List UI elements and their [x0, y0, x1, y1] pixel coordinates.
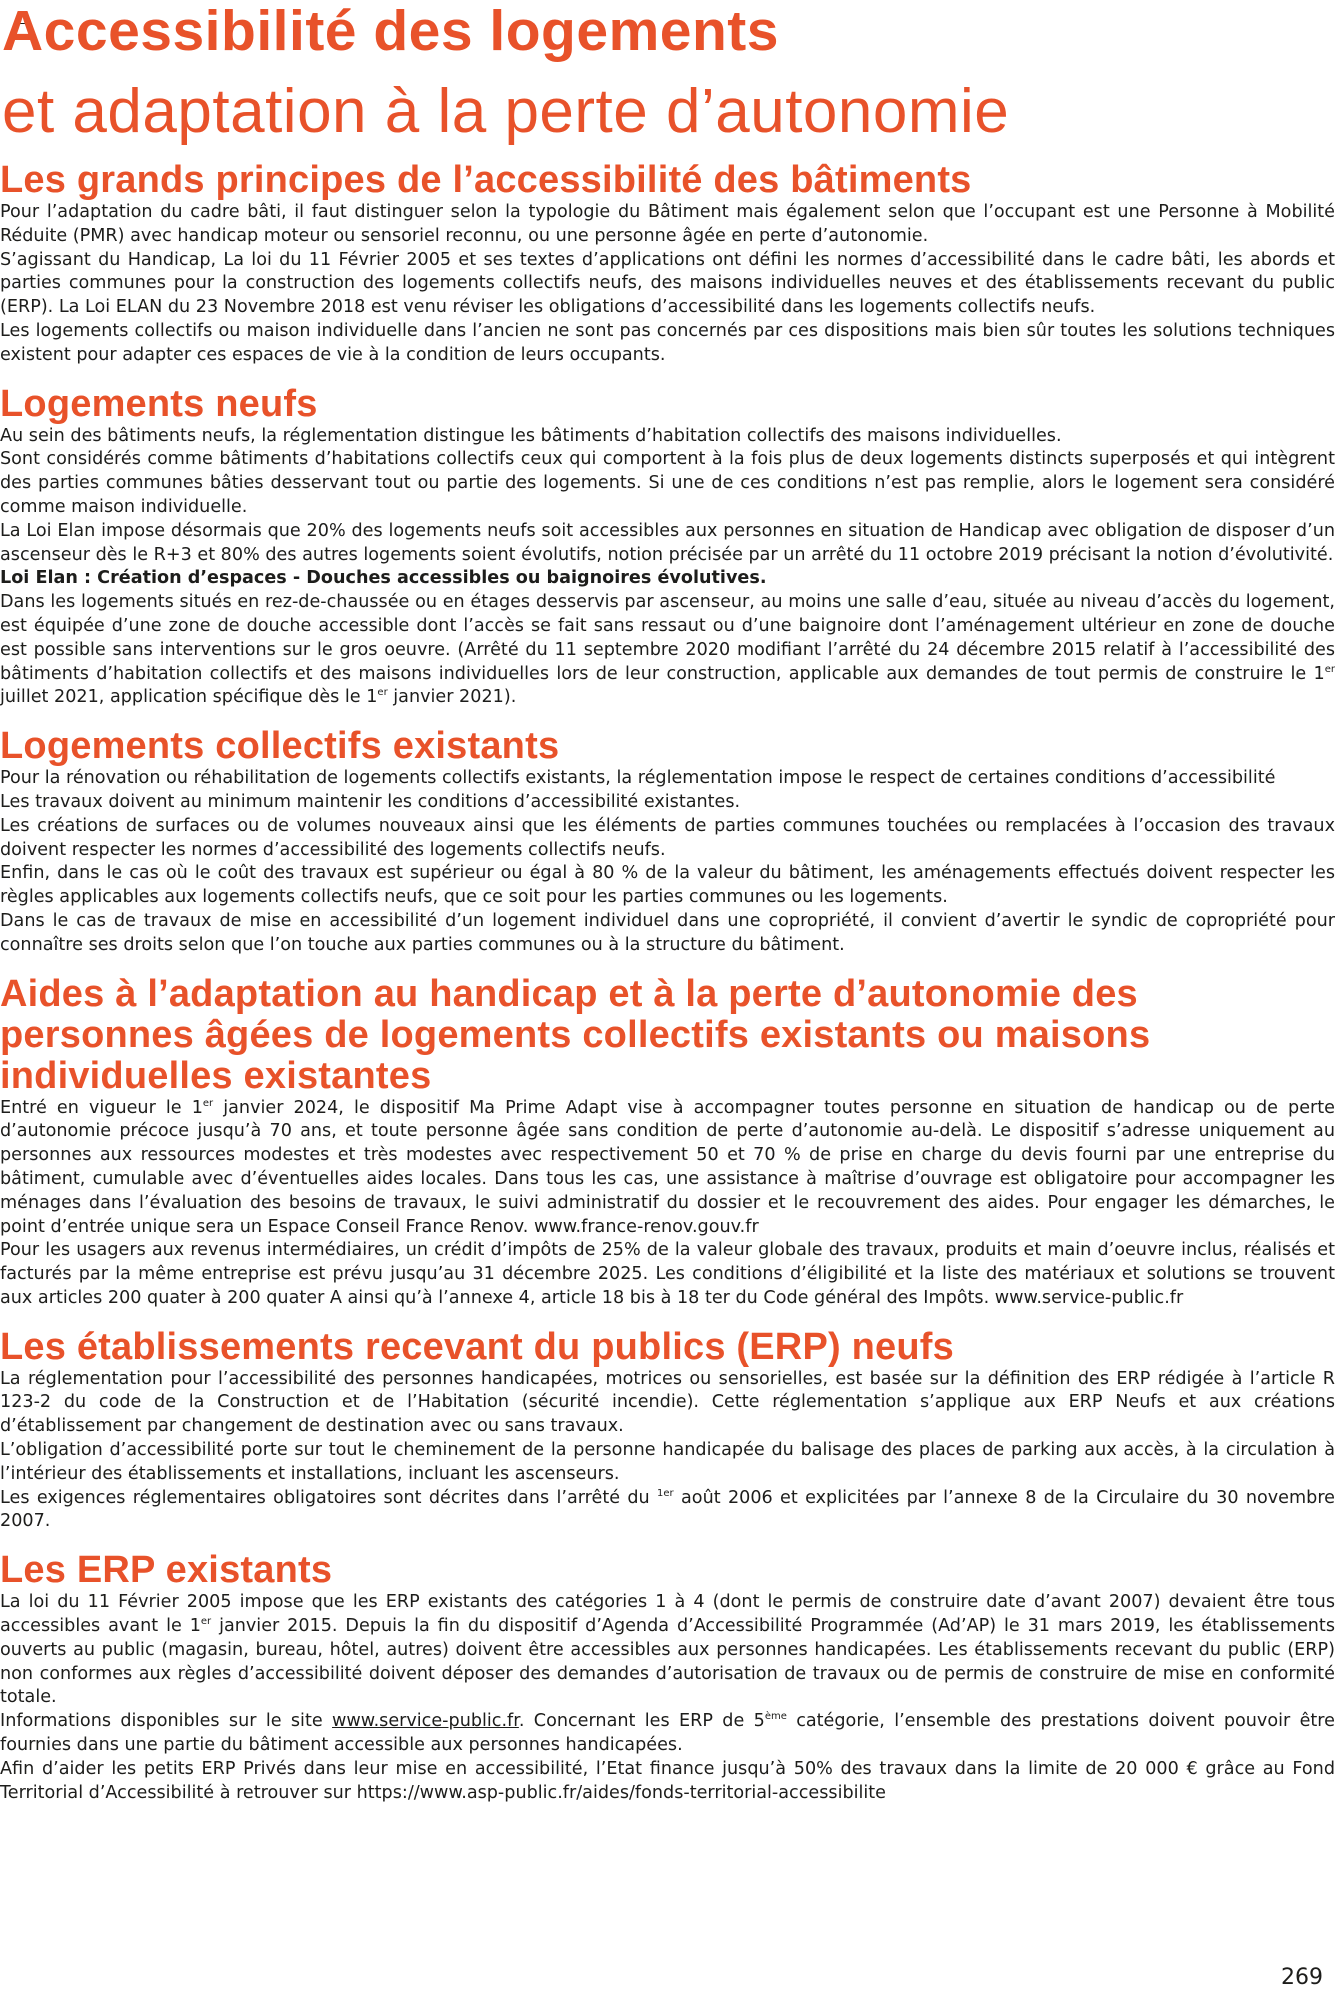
superscript: er [377, 687, 388, 699]
paragraph [0, 1487, 1335, 1535]
text-run: Dans les logements situés en rez-de-chaussée ou en étages desservis par ascenseur, au moins une salle d’eau, située au niveau d’accès du logement, est équipée d’une zone de douche accessible dont l’accès se fait sans ressaut ou d’une baignoire dont l’aménagement ultérieur en zone de douche est possible sans interventions sur le gros oeuvre. (Arrêté du 11 septembre 2020 modifiant l’arrêté du 24 décembre 2015 relatif à l’accessibilité des bâtiments d’habitation collectifs et des maisons individuelles lors de leur construction, applicable aux demandes de tout permis de construire le 1 [0, 592, 1335, 684]
paragraph: L’obligation d’accessibilité porte sur tout le cheminement de la personne handicapée du balisage des places de parking aux accès, à la circulation à l’intérieur des établissements et installations, incluant les ascenseurs. [0, 1440, 1335, 1484]
paragraph: Les créations de surfaces ou de volumes nouveaux ainsi que les éléments de parties communes touchées ou remplacées à l’occasion des travaux doivent respecter les normes d’accessibilité des logements collectifs neufs. [0, 815, 1335, 860]
text-run: janvier 2021). [387, 687, 517, 708]
text-run: août 2006 et explicitées par l’annexe 8 de la Circulaire du 30 novembre 2007. [0, 1487, 1335, 1532]
section-aides [0, 974, 1335, 1311]
text-run: . Concernant les ERP de 5 [518, 1711, 765, 1732]
paragraph [0, 1097, 1335, 1240]
text-run: La loi du 11 Février 2005 impose que les ERP existants des catégories 1 à 4 (dont le permis de construire date d’avant 2007) devaient être tous accessibles avant le 1 [0, 1592, 1335, 1637]
section-logements-neufs [0, 384, 1335, 711]
paragraph [0, 591, 1335, 710]
section-erp-existants [0, 1550, 1335, 1805]
section-erp-neufs [0, 1327, 1335, 1535]
text-run: catégorie, l’ensemble des prestations doivent pouvoir être fournies dans une partie du bâtiment accessible aux personnes handicapées. [0, 1711, 1335, 1756]
paragraph: S’agissant du Handicap, La loi du 11 Février 2005 et ses textes d’applications ont défini les normes d’accessibilité dans le cadre bâti, les abords et parties communes pour la construction des logements collectifs neufs, des maisons individuelles neuves et des établissements recevant du public (ERP). La Loi ELAN du 23 Novembre 2018 est venu réviser les obligations d’accessibilité dans les logements collectifs neufs. [0, 249, 1335, 318]
section-heading: Les établissements recevant du publics (ERP) neufs [0, 1325, 954, 1368]
text-run: Entré en vigueur le 1 [0, 1097, 203, 1118]
paragraph: Les travaux doivent au minimum maintenir les conditions d’accessibilité existantes. [0, 791, 741, 812]
superscript: er [202, 1097, 214, 1109]
paragraph: Afin d’aider les petits ERP Privés dans leur mise en accessibilité, l’Etat finance jusqu’à 50% des travaux dans la limite de 20 000 € grâce au Fond Territorial d’Accessibilité à retrouver sur https://www.asp-public.fr/aides/fonds-territorial-accessibilite [0, 1758, 1335, 1803]
paragraph: Enfin, dans le cas où le coût des travaux est supérieur ou égal à 80 % de la valeur du bâtiment, les aménagements effectués doivent respecter les règles applicables aux logements collectifs neufs, que ce soit pour les parties communes ou les logements. [0, 863, 1335, 908]
paragraph [0, 1710, 1335, 1758]
document-body [0, 160, 1335, 1821]
service-public-link[interactable]: www.service-public.fr [332, 1711, 519, 1732]
text-run: janvier 2015. Depuis la fin du dispositif d’Agenda d’Accessibilité Programmée (Ad’AP) le 31 mars 2019, les établissements ouverts au public (magasin, bureau, hôtel, autres) doivent être accessibles aux personnes handicapées. Les établissements recevant du public (ERP) non conformes aux règles d’accessibilité doivent déposer des demandes d’autorisation de travaux ou de permis de construire de mise en conformité totale. [0, 1616, 1335, 1708]
superscript: er [200, 1616, 212, 1628]
page-number: 269 [1281, 1965, 1323, 1990]
text-run: juillet 2021, application spécifique dès le 1 [0, 687, 378, 708]
superscript: 1er [657, 1487, 674, 1499]
superscript: ème [764, 1711, 787, 1723]
section-heading: Les ERP existants [0, 1549, 333, 1592]
paragraph: Pour les usagers aux revenus intermédiaires, un crédit d’impôts de 25% de la valeur globale des travaux, produits et main d’oeuvre inclus, réalisés et facturés par la même entreprise est prévu jusqu’au 31 décembre 2025. Les conditions d’éligibilité et la liste des matériaux et solutions se trouvent aux articles 200 quater à 200 quater A ainsi qu’à l’annexe 4, article 18 bis à 18 ter du Code général des Impôts. www.service-public.fr [0, 1240, 1335, 1308]
paragraph: Pour la rénovation ou réhabilitation de logements collectifs existants, la réglementation impose le respect de certaines conditions d’accessibilité [0, 768, 1276, 789]
section-principes [0, 160, 1335, 368]
section-heading: Logements neufs [0, 382, 318, 425]
paragraph: Dans le cas de travaux de mise en accessibilité d’un logement individuel dans une copropriété, il convient d’avertir le syndic de copropriété pour connaître ses droits selon que l’on touche aux parties communes ou à la structure du bâtiment. [0, 910, 1335, 955]
page-title: Accessibilité des logements [2, 0, 779, 63]
section-collectifs-existants [0, 726, 1335, 957]
page-subtitle: et adaptation à la perte d’autonomie [2, 77, 1010, 146]
paragraph: La Loi Elan impose désormais que 20% des logements neufs soit accessibles aux personnes en situation de Handicap avec obligation de disposer d’un ascenseur dès le R+3 et 80% des autres logements soient évolutifs, notion précisée par un arrêté du 11 octobre 2019 précisant la notion d’évolutivité. [0, 520, 1335, 565]
paragraph [0, 1591, 1335, 1710]
section-heading: Aides à l’adaptation au handicap et à la perte d’autonomie des personnes âgées de logements collectifs existants ou maisons individuelles existantes [0, 972, 1151, 1097]
paragraph: Pour l’adaptation du cadre bâti, il faut distinguer selon la typologie du Bâtiment mais également selon que l’occupant est une Personne à Mobilité Réduite (PMR) avec handicap moteur ou sensoriel reconnu, ou une personne âgée en perte d’autonomie. [0, 202, 1335, 246]
paragraph: Au sein des bâtiments neufs, la réglementation distingue les bâtiments d’habitation collectifs des maisons individuelles. [0, 425, 1062, 446]
paragraph: Les logements collectifs ou maison individuelle dans l’ancien ne sont pas concernés par ces dispositions mais bien sûr toutes les solutions techniques existent pour adapter ces espaces de vie à la condition de leurs occupants. [0, 320, 1335, 365]
superscript: er [1324, 663, 1335, 675]
bold-paragraph: Loi Elan : Création d’espaces - Douches accessibles ou baignoires évolutives. [0, 568, 767, 589]
paragraph: La réglementation pour l’accessibilité des personnes handicapées, motrices ou sensorielles, est basée sur la définition des ERP rédigée à l’article R 123-2 du code de la Construction et de l’Habitation (sécurité incendie). Cette réglementation s’applique aux ERP Neufs et aux créations d’établissement par changement de destination avec ou sans travaux. [0, 1368, 1335, 1437]
text-run: Les exigences réglementaires obligatoires sont décrites dans l’arrêté du [0, 1487, 658, 1508]
text-run: Informations disponibles sur le site [0, 1711, 333, 1732]
section-heading: Les grands principes de l’accessibilité des bâtiments [0, 159, 972, 201]
section-heading: Logements collectifs existants [0, 725, 560, 768]
text-run: janvier 2024, le dispositif Ma Prime Adapt vise à accompagner toutes personne en situation de handicap ou de perte d’autonomie précoce jusqu’à 70 ans, et toute personne âgée sans condition de perte d’autonomie au-delà. Le dispositif s’adresse uniquement au personnes aux ressources modestes et très modestes avec respectivement 50 et 70 % de prise en charge du devis fourni par une entreprise du bâtiment, cumulable avec d’éventuelles aides locales. Dans tous les cas, une assistance à maîtrise d’ouvrage est obligatoire pour accompagner les ménages dans l’évaluation des besoins de travaux, le suivi administratif du dossier et le recouvrement des aides. Pour engager les démarches, le point d’entrée unique sera un Espace Conseil France Renov. www.france-renov.gouv.fr [0, 1097, 1335, 1237]
paragraph: Sont considérés comme bâtiments d’habitations collectifs ceux qui comportent à la fois plus de deux logements distincts superposés et qui intègrent des parties communes bâties desservant tout ou partie des logements. Si une de ces conditions n’est pas remplie, alors le logement sera considéré comme maison individuelle. [0, 449, 1335, 517]
